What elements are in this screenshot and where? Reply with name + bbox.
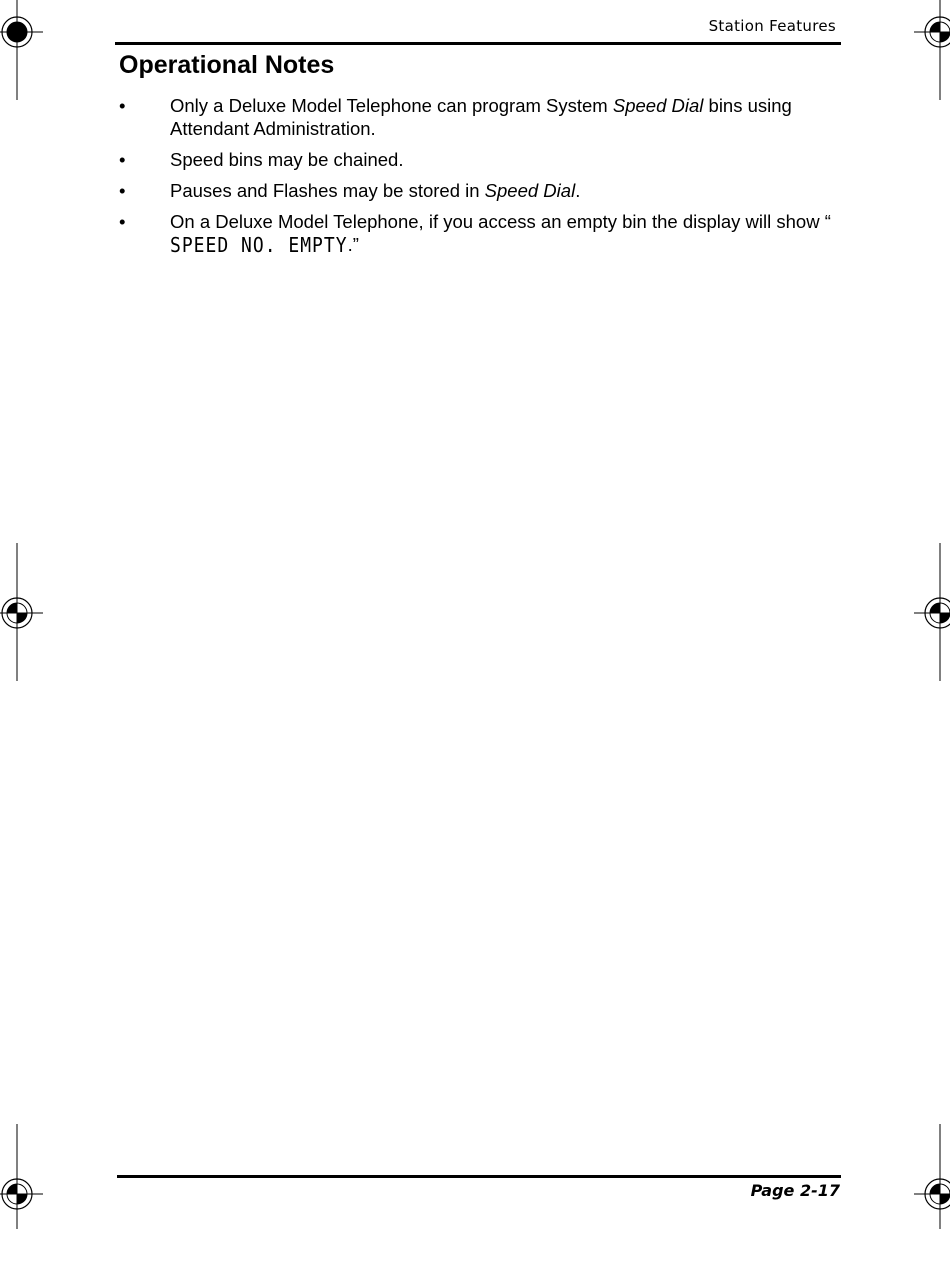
registration-mark-bottom-right [910,1124,950,1264]
crosshair-target-icon [910,543,950,683]
crosshair-target-icon [0,543,47,683]
feature-name: Speed Dial [612,95,704,116]
display-message: SPEED NO. EMPTY [170,233,348,258]
registration-mark-top-left [0,0,47,102]
note-text: .” [347,234,359,255]
note-empty-bin-display [119,210,841,257]
registration-mark-middle-right [910,543,950,683]
note-chained-bins [119,148,841,171]
note-text: Speed bins may be chained. [170,149,404,170]
feature-name: Speed Dial [484,180,576,201]
header-rule [115,42,841,45]
note-text: bins using Attendant Administration. [170,95,792,139]
bullet: • [119,95,126,116]
note-text: . [575,180,581,201]
bullet: • [119,180,126,201]
bullet: • [119,149,126,170]
crosshair-target-icon [910,1124,950,1229]
registration-mark-top-right [910,0,950,102]
bullet: • [119,211,126,232]
page-number: Page 2-17 [750,1181,840,1200]
registration-mark-bottom-left [0,1124,47,1264]
operational-notes-list [119,94,841,265]
note-deluxe-programming [119,94,841,140]
note-text: Pauses and Flashes may be stored in [170,180,485,201]
footer-rule [117,1175,841,1178]
note-pauses-flashes [119,179,841,202]
registration-mark-middle-left [0,543,47,683]
crosshair-target-icon [910,0,950,102]
note-text: Only a Deluxe Model Telephone can program System [170,95,613,116]
running-header: Station Features [708,17,836,35]
note-text: On a Deluxe Model Telephone, if you access an empty bin the display will show “ [170,211,831,232]
section-heading: Operational Notes [119,51,335,79]
crosshair-target-icon [0,0,47,102]
crosshair-target-icon [0,1124,47,1229]
